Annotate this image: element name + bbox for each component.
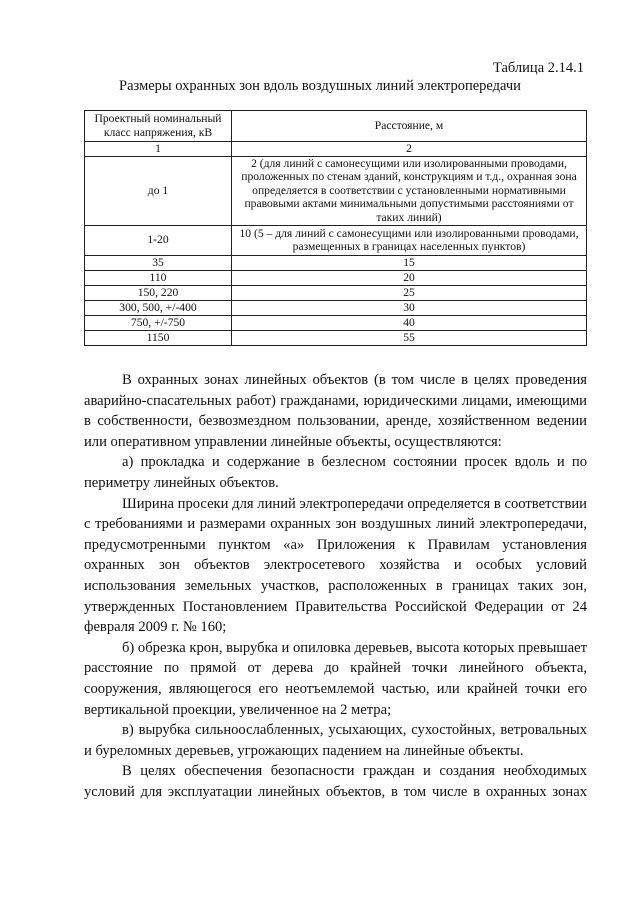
column-number-row: [85, 142, 587, 157]
table-row: [85, 156, 587, 225]
column-number: 1: [85, 142, 232, 157]
table-title: Размеры охранных зон вдоль воздушных линий электропередачи: [119, 78, 521, 94]
paragraph: Ширина просеки для линий электропередачи определяется в соответствии с требованиями и размерами охранных зон воздушных линий электропередачи, предусмотренными пунктом «а» Приложения к Правилам установления охранных зон объектов электросетевого хозяйства и особых условий использования земельных участков, расположенных в границах таких зон, утвержденных Постановлением Правительства Российской Федерации от 24 февраля 2009 г. № 160;: [84, 495, 587, 636]
voltage-cell: 300, 500, +/-400: [85, 300, 232, 315]
paragraph: а) прокладка и содержание в безлесном состоянии просек вдоль и по периметру линейных объектов.: [84, 454, 587, 491]
distance-cell: 25: [232, 285, 587, 300]
table-row: [85, 225, 587, 255]
table-row: [85, 255, 587, 270]
table-row: [85, 270, 587, 285]
distance-cell: 10 (5 – для линий с самонесущими или изолированными проводами, размещенных в границах населенных пунктов): [232, 225, 587, 255]
table-row: [85, 285, 587, 300]
voltage-cell: 1150: [85, 330, 232, 345]
table-number: Таблица 2.14.1: [492, 60, 584, 76]
column-number: 2: [232, 142, 587, 157]
voltage-cell: 150, 220: [85, 285, 232, 300]
voltage-cell: 750, +/-750: [85, 315, 232, 330]
header-voltage: Проектный номинальный класс напряжения, кВ: [85, 111, 232, 142]
protection-zones-table: [84, 110, 587, 346]
distance-cell: 40: [232, 315, 587, 330]
distance-cell: 20: [232, 270, 587, 285]
table-row: [85, 300, 587, 315]
distance-cell: 15: [232, 255, 587, 270]
distance-cell: 2 (для линий с самонесущими или изолированными проводами, проложенных по стенам зданий, конструкциям и т.д., охранная зона определяется в соответствии с установленными нормативными правовыми актами минимальными допустимыми расстояниями от таких линий): [232, 156, 587, 225]
header-distance: Расстояние, м: [232, 111, 587, 142]
voltage-cell: 110: [85, 270, 232, 285]
paragraph: В охранных зонах линейных объектов (в том числе в целях проведения аварийно-спасательных работ) гражданами, юридическими лицами, имеющими в собственности, безвозмездном пользовании, аренде, хозяйственном ведении или оперативном управлении линейные объекты, осуществляются:: [84, 372, 587, 450]
distance-cell: 30: [232, 300, 587, 315]
table-row: [85, 330, 587, 345]
paragraph: б) обрезка крон, вырубка и опиловка деревьев, высота которых превышает расстояние по прямой от дерева до крайней точки линейного объекта, сооружения, являющегося его неотъемлемой частью, или крайней точки его вертикальной проекции, увеличенное на 2 метра;: [84, 639, 588, 718]
paragraph: В целях обеспечения безопасности граждан и создания необходимых условий для эксплуатации линейных объектов, в том числе в охранных зонах: [84, 763, 587, 800]
paragraph: в) вырубка сильноослабленных, усыхающих, сухостойных, ветровальных и буреломных деревьев, угрожающих падением на линейные объекты.: [84, 722, 587, 759]
table-header-row: [85, 111, 587, 142]
distance-cell: 55: [232, 330, 587, 345]
voltage-cell: 35: [85, 255, 232, 270]
voltage-cell: до 1: [85, 156, 232, 225]
voltage-cell: 1-20: [85, 225, 232, 255]
body-text: [84, 370, 587, 802]
table-row: [85, 315, 587, 330]
